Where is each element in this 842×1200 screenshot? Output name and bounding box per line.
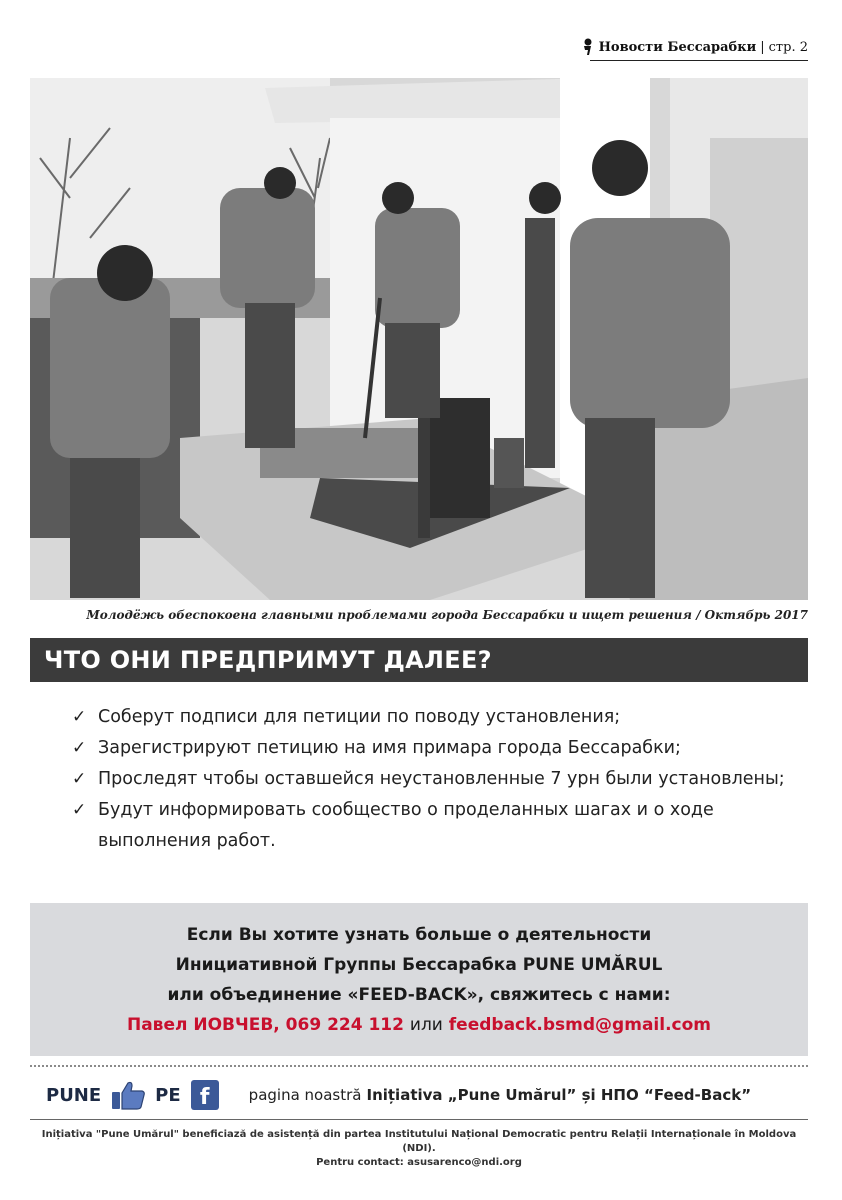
contact-email-link[interactable]: feedback.bsmd@gmail.com xyxy=(448,1015,711,1035)
checklist-item xyxy=(72,795,792,857)
checklist-item xyxy=(72,733,792,764)
action-checklist xyxy=(72,702,792,857)
news-photo xyxy=(30,78,808,600)
checklist-item-text: Будут информировать сообщество о проделанных шагах и о ходе выполнения работ. xyxy=(98,800,714,851)
page-header xyxy=(578,36,808,58)
header-separator: | xyxy=(760,39,765,55)
section-heading-bar xyxy=(30,638,808,682)
social-page-name[interactable]: Inițiativa „Pune Umărul” și НПО “Feed-Back” xyxy=(366,1086,752,1104)
contact-or: или xyxy=(409,1015,443,1035)
reader-icon xyxy=(582,38,596,56)
section-heading: ЧТО ОНИ ПРЕДПРИМУТ ДАЛЕЕ? xyxy=(44,646,492,674)
check-icon: ✓ xyxy=(72,800,87,820)
publication-title: Новости Бессарабки xyxy=(598,39,757,55)
contact-person: Павел ИОВЧЕВ, 069 224 112 xyxy=(126,1015,404,1035)
page-number: стр. 2 xyxy=(768,39,808,55)
social-word-pune: PUNE xyxy=(46,1084,102,1106)
footer-line-1: Inițiativa "Pune Umărul" beneficiază de asistență din partea Institutului Național Democratic pentru Relații Internaționale în Moldova (NDI). xyxy=(41,1129,797,1154)
thumbs-up-icon xyxy=(111,1080,145,1110)
checklist-item xyxy=(72,764,792,795)
checklist-item-text: Зарегистрируют петицию на имя примара города Бессарабки; xyxy=(98,738,681,758)
contact-line-3: или объединение «FEED-BACK», свяжитесь с нами: xyxy=(167,985,671,1005)
photo-illustration xyxy=(30,78,808,600)
social-word-pe: PE xyxy=(155,1084,181,1106)
checklist-item-text: Проследят чтобы оставшейся неустановленные 7 урн были установлены; xyxy=(98,769,785,789)
contact-details xyxy=(30,1010,808,1040)
check-icon: ✓ xyxy=(72,707,87,727)
contact-line-1: Если Вы хотите узнать больше о деятельности xyxy=(186,925,652,945)
contact-line-2: Инициативной Группы Бессарабка PUNE UMĂRUL xyxy=(175,955,663,975)
check-icon: ✓ xyxy=(72,738,87,758)
facebook-icon[interactable]: f xyxy=(191,1080,219,1110)
checklist-item-text: Соберут подписи для петиции по поводу установления; xyxy=(98,707,621,727)
footer-rule xyxy=(30,1119,808,1120)
dotted-divider xyxy=(30,1065,808,1067)
social-strip xyxy=(46,1078,751,1112)
contact-box xyxy=(30,903,808,1056)
footer xyxy=(30,1128,808,1170)
photo-caption: Молодёжь обеспокоена главными проблемами города Бессарабки и ищет решения / Октябрь 2017 xyxy=(86,608,808,622)
footer-contact: Pentru contact: asusarenco@ndi.org xyxy=(316,1157,522,1168)
social-text-prefix: pagina noastră xyxy=(248,1086,362,1104)
header-rule xyxy=(590,60,808,61)
checklist-item xyxy=(72,702,792,733)
check-icon: ✓ xyxy=(72,769,87,789)
